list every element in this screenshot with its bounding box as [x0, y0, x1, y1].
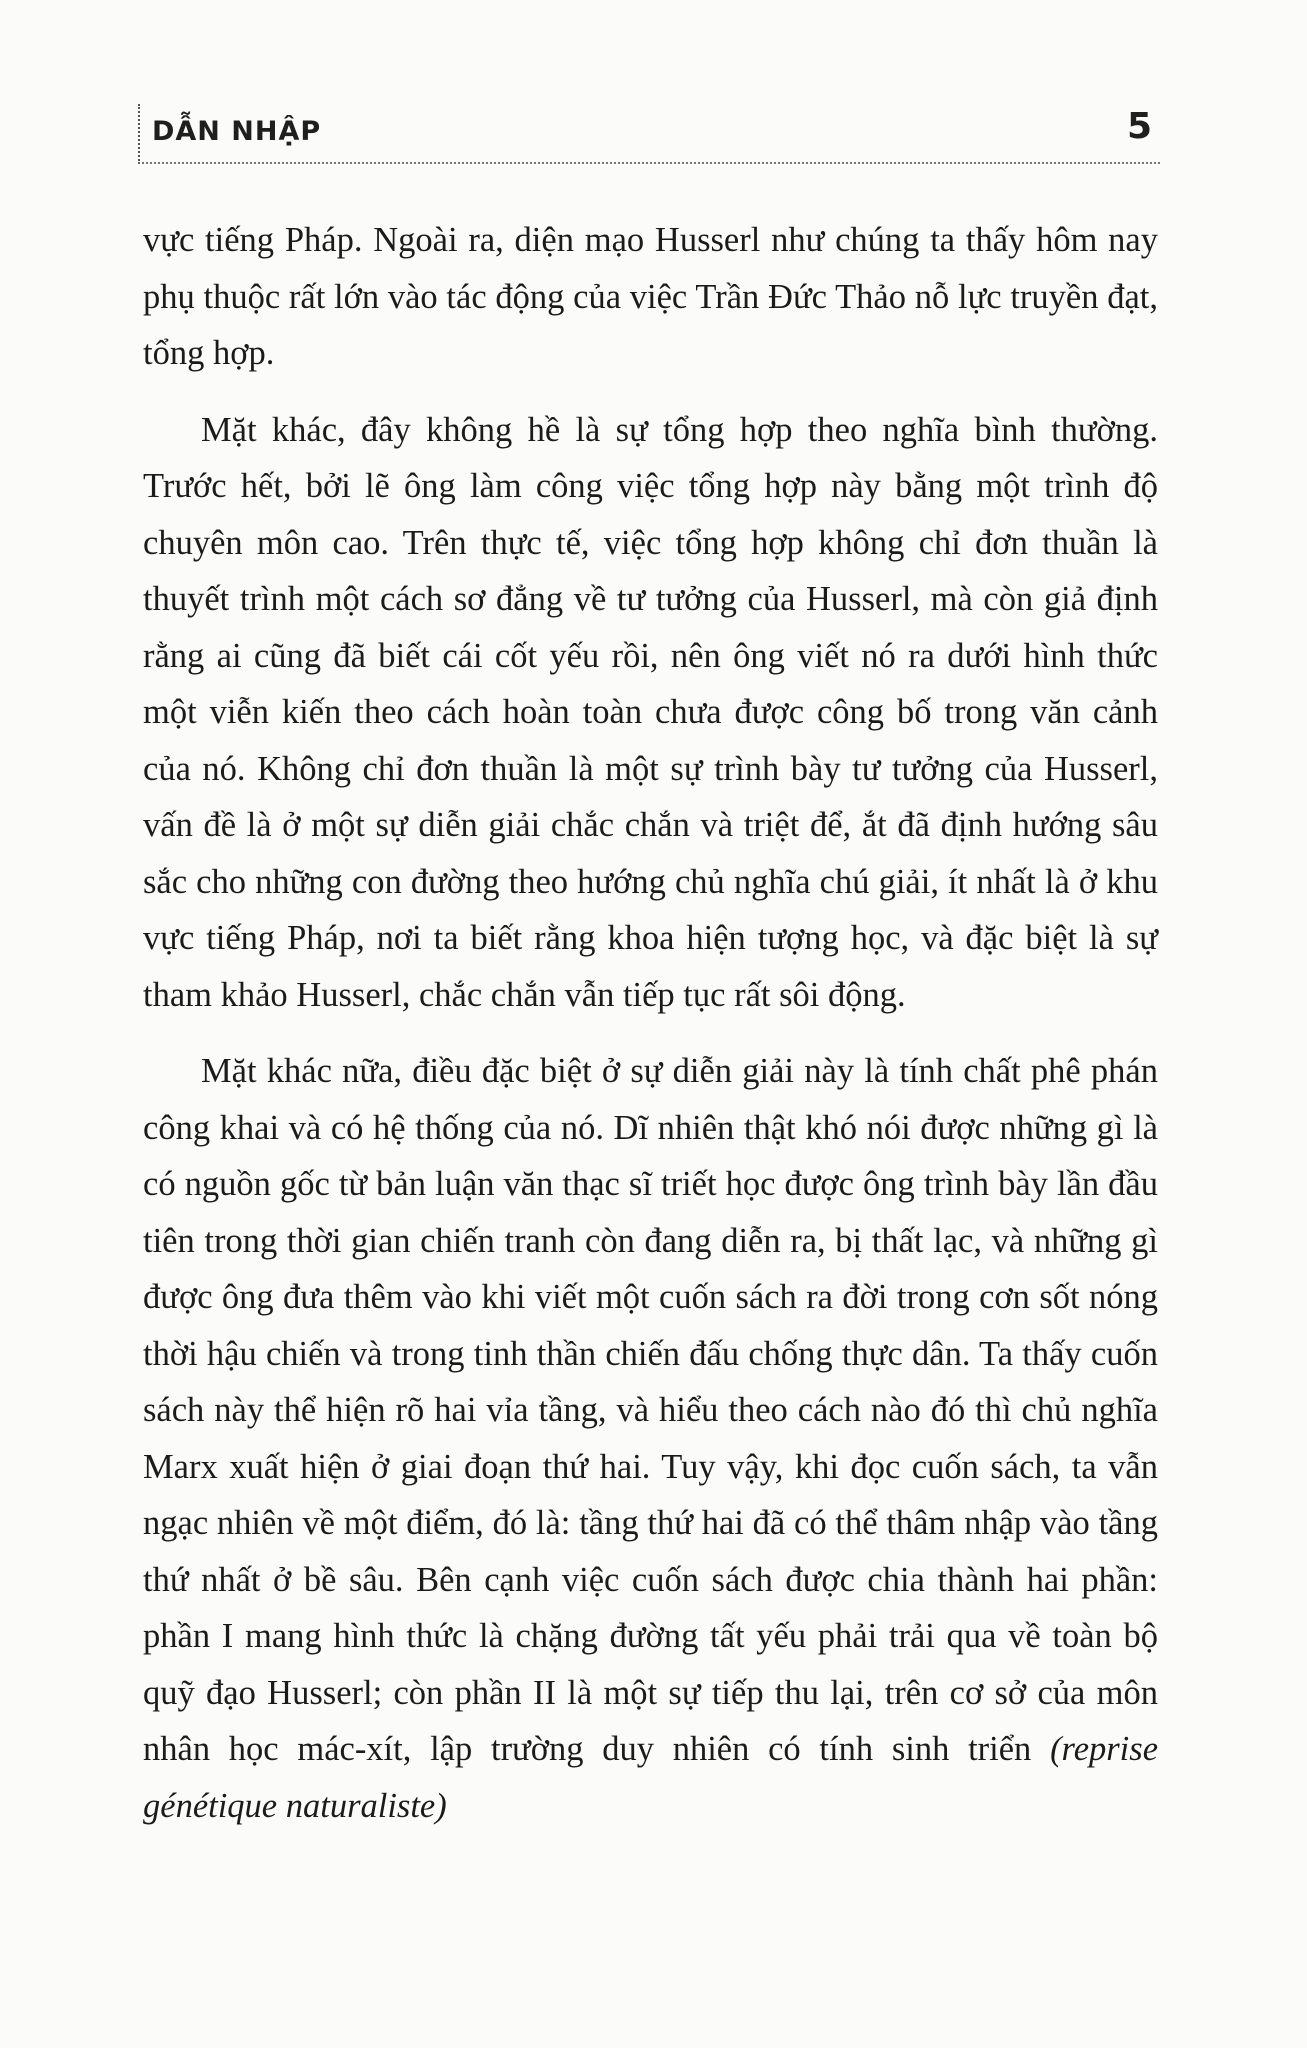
body-text: [143, 212, 1158, 1834]
paragraph-3-italic-term: (reprise génétique naturaliste): [143, 1730, 1159, 1825]
paragraph-2: Mặt khác, đây không hề là sự tổng hợp theo nghĩa bình thường. Trước hết, bởi lẽ ông làm công việc tổng hợp này bằng một trình độ chuyên môn cao. Trên thực tế, việc tổng hợp không chỉ đơn thuần là thuyết trình một cách sơ đẳng về tư tưởng của Husserl, mà còn giả định rằng ai cũng đã biết cái cốt yếu rồi, nên ông viết nó ra dưới hình thức một viễn kiến theo cách hoàn toàn chưa được công bố trong văn cảnh của nó. Không chỉ đơn thuần là một sự trình bày tư tưởng của Husserl, vấn đề là ở một sự diễn giải chắc chắn và triệt để, ắt đã định hướng sâu sắc cho những con đường theo hướng chủ nghĩa chú giải, ít nhất là ở khu vực tiếng Pháp, nơi ta biết rằng khoa hiện tượng học, và đặc biệt là sự tham khảo Husserl, chắc chắn vẫn tiếp tục rất sôi động.: [143, 410, 1158, 1014]
paragraph-1: vực tiếng Pháp. Ngoài ra, diện mạo Husserl như chúng ta thấy hôm nay phụ thuộc rất lớn vào tác động của việc Trần Đức Thảo nỗ lực truyền đạt, tổng hợp.: [143, 221, 1158, 372]
running-header: [138, 104, 1160, 164]
paragraph-3: [143, 1043, 1158, 1834]
paragraph-3-text: Mặt khác nữa, điều đặc biệt ở sự diễn giải này là tính chất phê phán công khai và có hệ thống của nó. Dĩ nhiên thật khó nói được những gì là có nguồn gốc từ bản luận văn thạc sĩ triết học được ông trình bày lần đầu tiên trong thời gian chiến tranh còn đang diễn ra, bị thất lạc, và những gì được ông đưa thêm vào khi viết một cuốn sách ra đời trong cơn sốt nóng thời hậu chiến và trong tinh thần chiến đấu chống thực dân. Ta thấy cuốn sách này thể hiện rõ hai vỉa tầng, và hiểu theo cách nào đó thì chủ nghĩa Marx xuất hiện ở giai đoạn thứ hai. Tuy vậy, khi đọc cuốn sách, ta vẫn ngạc nhiên về một điểm, đó là: tầng thứ hai đã có thể thâm nhập vào tầng thứ nhất ở bề sâu. Bên cạnh việc cuốn sách được chia thành hai phần: phần I mang hình thức là chặng đường tất yếu phải trải qua về toàn bộ quỹ đạo Husserl; còn phần II là một sự tiếp thu lại, trên cơ sở của môn nhân học mác-xít, lập trường duy nhiên có tính sinh triển: [143, 1052, 1158, 1768]
page-number: 5: [1126, 106, 1152, 147]
chapter-title: DẪN NHẬP: [152, 116, 322, 147]
